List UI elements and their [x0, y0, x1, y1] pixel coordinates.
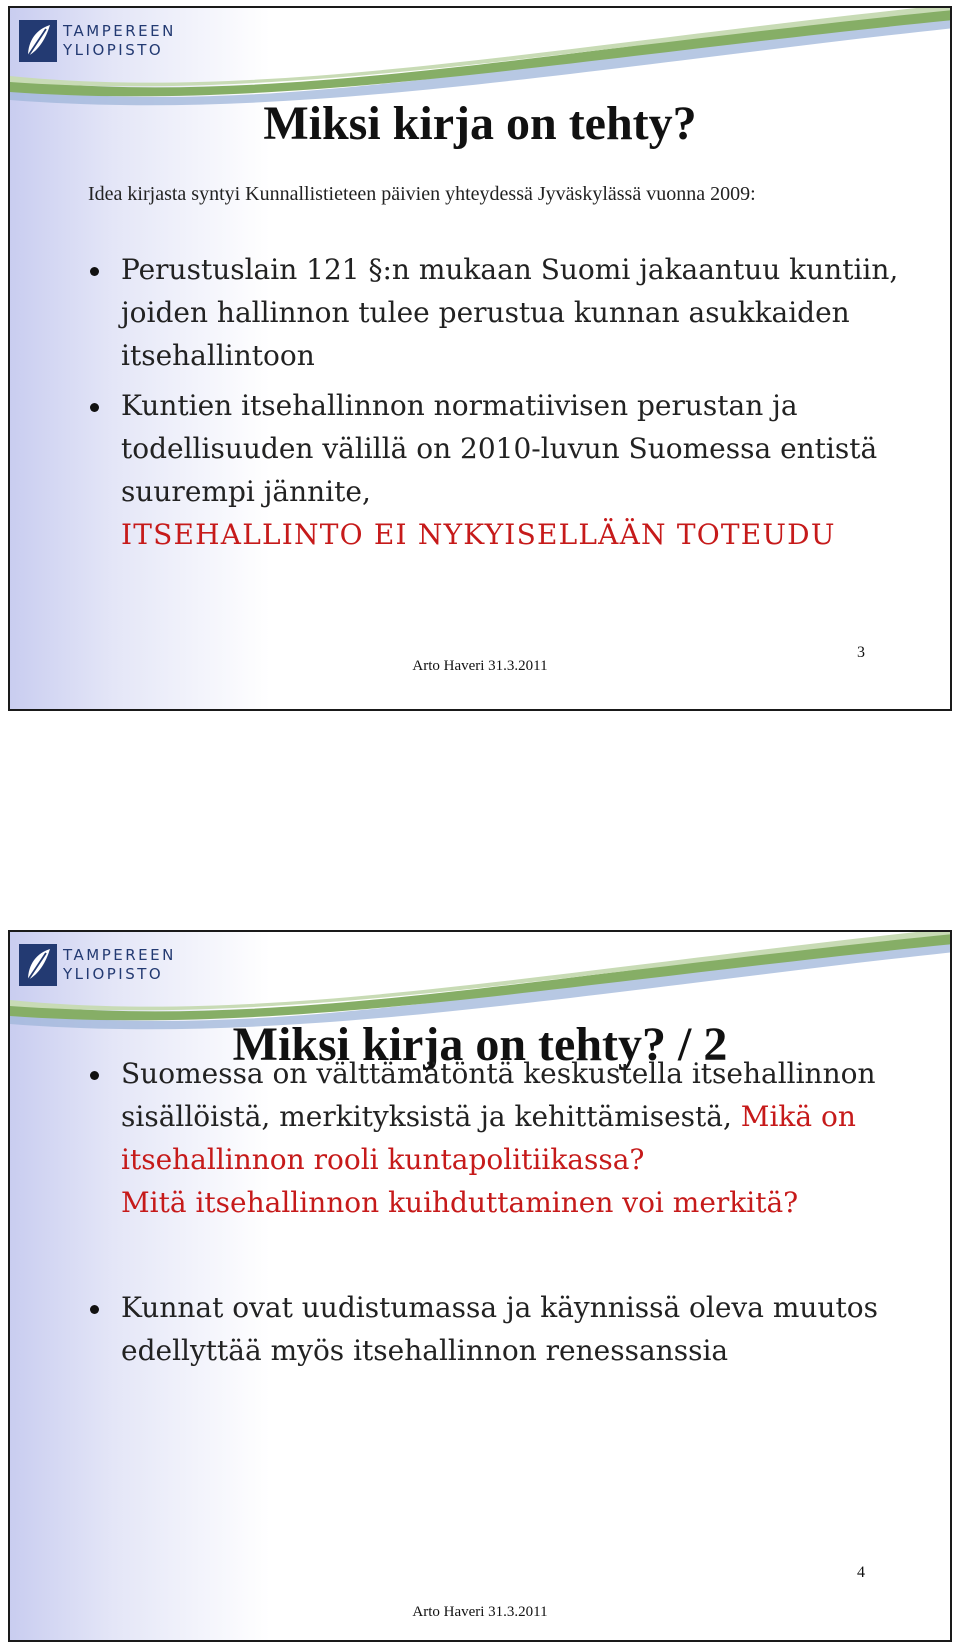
slide-footer: Arto Haveri 31.3.2011	[412, 658, 548, 674]
highlight-text: ITSEHALLINTO EI NYKYISELLÄÄN TOTEUDU	[121, 518, 836, 551]
bullet-text: Kunnat ovat uudistumassa ja käynnissä oleva muutos edellyttää myös itsehallinnon renessanssia	[121, 1291, 878, 1367]
bullet-list	[88, 248, 941, 556]
slide-title: Miksi kirja on tehty?	[263, 97, 697, 150]
list-item	[121, 384, 941, 556]
page-number: 3	[857, 644, 865, 661]
logo-line-2: YLIOPISTO	[63, 41, 164, 59]
bullet-text: Kuntien itsehallinnon normatiivisen perustan ja todellisuuden välillä on 2010-luvun Suomessa entistä suurempi jännite,	[121, 389, 878, 508]
bullet-list	[88, 1052, 941, 1372]
intro-text: Idea kirjasta syntyi Kunnallistieteen päivien yhteydessä Jyväskylässä vuonna 2009:	[88, 183, 756, 205]
highlight-question: Mikä on itsehallinnon rooli kuntapolitiikassa?	[121, 1100, 856, 1176]
slide-4	[8, 930, 952, 1642]
page-number: 4	[857, 1564, 865, 1581]
list-item	[121, 1052, 941, 1224]
logo-line-2: YLIOPISTO	[63, 965, 164, 983]
bullet-text: Perustuslain 121 §:n mukaan Suomi jakaantuu kuntiin, joiden hallinnon tulee perustua kunnan asukkaiden itsehallintoon	[121, 253, 899, 372]
slide-3	[8, 6, 952, 711]
logo-line-1: TAMPEREEN	[63, 946, 176, 964]
slide-title: Miksi kirja on tehty? / 2	[232, 1018, 728, 1071]
bullet-text: Suomessa on välttämätöntä keskustella itsehallinnon sisällöistä, merkityksistä ja kehittämisestä,	[121, 1057, 876, 1133]
logo-wordmark	[63, 22, 176, 60]
list-item	[121, 1286, 941, 1372]
leaf-logo-icon	[19, 944, 57, 986]
logo-wordmark	[63, 946, 176, 984]
leaf-logo-icon	[19, 20, 57, 62]
slide-footer: Arto Haveri 31.3.2011	[412, 1604, 548, 1620]
list-item	[121, 248, 941, 377]
logo-line-1: TAMPEREEN	[63, 22, 176, 40]
highlight-question: Mitä itsehallinnon kuihduttaminen voi merkitä?	[121, 1186, 799, 1219]
